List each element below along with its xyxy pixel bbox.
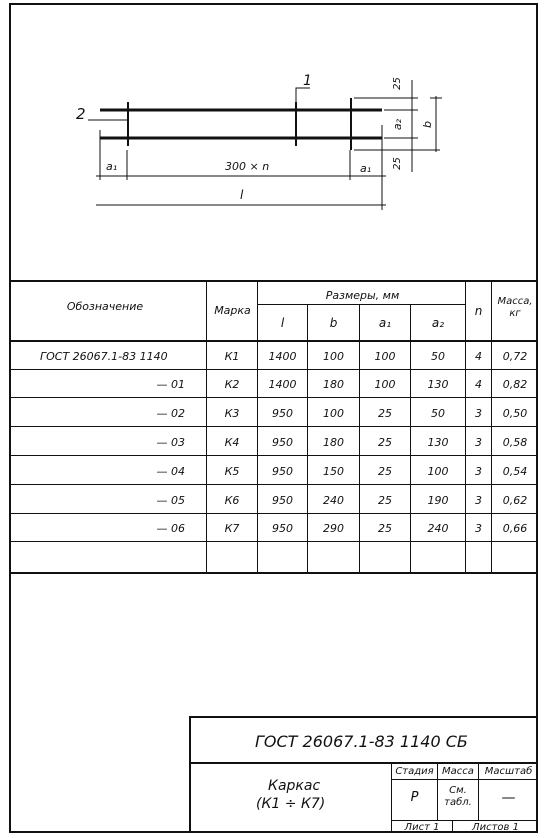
header-designation: Обозначение (66, 300, 144, 313)
row-l: 1400 (268, 378, 297, 391)
header-b: b (329, 316, 338, 330)
row-l: 950 (272, 436, 293, 449)
row-b: 240 (323, 494, 344, 507)
callout-2: 2 (76, 105, 86, 123)
row-l: 1400 (268, 350, 297, 363)
row-mass: 0,62 (502, 494, 528, 507)
row-b: 180 (323, 436, 344, 449)
mass-header: Масса (442, 766, 474, 777)
dim-a1-right: a₁ (360, 162, 372, 175)
row-b: 100 (323, 407, 344, 420)
row-a2: 50 (431, 407, 445, 420)
doc-name: Каркас (268, 778, 321, 794)
row-n: 4 (475, 350, 482, 363)
row-designation: — 06 (156, 522, 185, 535)
scale-value: — (501, 790, 516, 806)
row-a2: 130 (427, 436, 449, 449)
row-n: 3 (475, 522, 482, 535)
row-mass: 0,66 (502, 522, 528, 535)
row-designation: — 02 (156, 407, 185, 420)
row-a2: 130 (427, 378, 449, 391)
row-l: 950 (272, 494, 293, 507)
row-n: 3 (475, 494, 482, 507)
row-n: 3 (475, 407, 482, 420)
dim-a2: a₂ (391, 118, 405, 131)
row-mass: 0,54 (502, 465, 528, 478)
row-a2: 50 (431, 350, 445, 363)
row-a2: 100 (427, 465, 449, 478)
scale-header: Масштаб (484, 766, 533, 777)
stage-value: Р (410, 790, 419, 805)
row-mark: К2 (224, 378, 240, 391)
row-b: 100 (323, 350, 344, 363)
row-a1: 25 (378, 522, 392, 535)
row-l: 950 (272, 407, 293, 420)
stage-header: Стадия (395, 766, 434, 777)
row-mark: К5 (224, 465, 240, 478)
row-a1: 100 (374, 350, 396, 363)
row-a1: 25 (378, 436, 392, 449)
header-a1: a₁ (378, 316, 392, 330)
dim-a1-left: a₁ (106, 160, 118, 173)
dim-middle: 300 × n (225, 160, 270, 173)
row-designation: — 05 (156, 494, 185, 507)
row-n: 3 (475, 465, 482, 478)
dim-25-bottom: 25 (391, 157, 403, 170)
row-a1: 25 (378, 465, 392, 478)
row-mark: К1 (224, 350, 240, 363)
row-mass: 0,50 (502, 407, 528, 420)
row-l: 950 (272, 465, 293, 478)
sheet-number: Лист 1 (404, 822, 440, 833)
row-a2: 240 (427, 522, 449, 535)
header-a2: a₂ (431, 316, 445, 330)
row-a1: 25 (378, 407, 392, 420)
row-a2: 190 (427, 494, 449, 507)
callout-1: 1 (303, 73, 312, 89)
row-mark: К4 (224, 436, 240, 449)
row-n: 4 (475, 378, 482, 391)
row-designation: ГОСТ 26067.1-83 1140 (40, 350, 168, 363)
row-mass: 0,72 (502, 350, 528, 363)
row-b: 290 (323, 522, 344, 535)
dim-b: b (420, 121, 434, 128)
row-a1: 100 (374, 378, 396, 391)
row-b: 150 (323, 465, 344, 478)
doc-name-range: (К1 ÷ К7) (256, 796, 326, 812)
row-mark: К6 (224, 494, 240, 507)
row-b: 180 (323, 378, 344, 391)
row-mass: 0,82 (502, 378, 528, 391)
header-dims: Размеры, мм (325, 289, 400, 302)
dim-25-top: 25 (391, 77, 403, 90)
row-designation: — 04 (156, 465, 185, 478)
mass-value-note: табл. (444, 797, 472, 808)
header-mass: Масса, кг (497, 296, 533, 319)
row-designation: — 03 (156, 436, 185, 449)
header-l: l (280, 316, 285, 330)
row-l: 950 (272, 522, 293, 535)
row-n: 3 (475, 436, 482, 449)
header-n: n (474, 304, 483, 318)
sheets-total: Листов 1 (472, 822, 519, 833)
row-mass: 0,58 (502, 436, 528, 449)
row-a1: 25 (378, 494, 392, 507)
mass-value: См. (449, 785, 467, 796)
dim-l: l (240, 188, 244, 202)
row-mark: К7 (224, 522, 240, 535)
header-mark: Марка (214, 304, 251, 317)
row-designation: — 01 (156, 378, 185, 391)
doc-code: ГОСТ 26067.1-83 1140 СБ (255, 732, 468, 751)
row-mark: К3 (224, 407, 240, 420)
